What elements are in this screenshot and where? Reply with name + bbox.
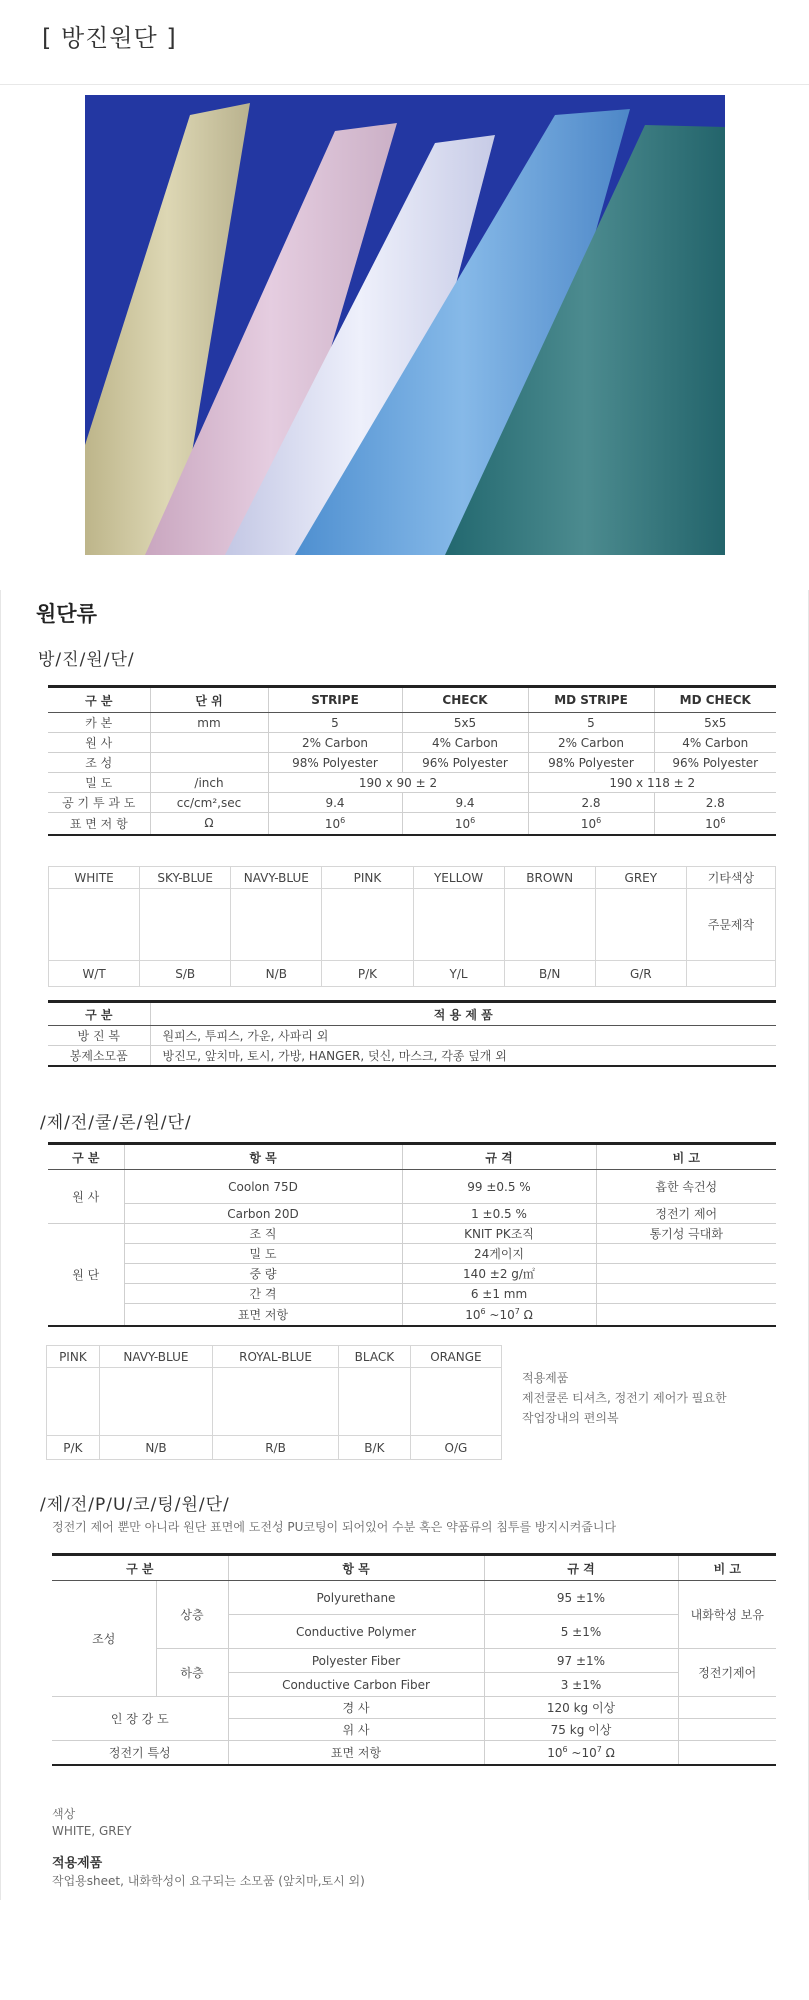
color-name: WHITE <box>49 867 140 889</box>
color-name: BROWN <box>504 867 595 889</box>
cell: 190 x 118 ± 2 <box>528 773 776 793</box>
cell: 190 x 90 ± 2 <box>268 773 528 793</box>
table-row <box>48 1204 776 1224</box>
color-name-row <box>47 1346 502 1368</box>
s3-usage-value: 작업용sheet, 내화학성이 요구되는 소모품 (앞치마,토시 외) <box>52 1874 365 1888</box>
cell: 2.8 <box>528 793 654 813</box>
cell: Polyester Fiber <box>228 1649 484 1673</box>
cell: 5 <box>528 713 654 733</box>
cell: 간 격 <box>124 1284 402 1304</box>
color-code: P/K <box>322 961 413 987</box>
group-label: 정전기 특성 <box>52 1741 228 1765</box>
s1-header: CHECK <box>402 687 528 713</box>
table-row <box>48 1046 776 1066</box>
cell: 4% Carbon <box>654 733 776 753</box>
row-label: 카 본 <box>48 713 150 733</box>
cell: $10^6$ <box>268 813 402 835</box>
cell: 2.8 <box>654 793 776 813</box>
s2-header: 항 목 <box>124 1144 402 1170</box>
row-unit <box>150 733 268 753</box>
cell: 1 ±0.5 % <box>402 1204 596 1224</box>
cell: $10^6$ $\sim 10^7$ Ω <box>484 1741 678 1765</box>
table-row <box>48 773 776 793</box>
cell: $10^6$ <box>402 813 528 835</box>
cell: Coolon 75D <box>124 1170 402 1204</box>
s1-usage-header-row <box>48 1002 776 1026</box>
table-row <box>48 733 776 753</box>
s2-header: 비 고 <box>596 1144 776 1170</box>
table-row <box>48 1244 776 1264</box>
color-code-row <box>47 1436 502 1460</box>
table-row <box>48 1304 776 1326</box>
cell: 6 ±1 mm <box>402 1284 596 1304</box>
cell: 97 ±1% <box>484 1649 678 1673</box>
color-code: P/K <box>47 1436 100 1460</box>
s3-header: 항 목 <box>228 1555 484 1581</box>
color-name: YELLOW <box>413 867 504 889</box>
color-code: B/K <box>338 1436 410 1460</box>
color-code: N/B <box>231 961 322 987</box>
cell: 3 ±1% <box>484 1673 678 1697</box>
cell: 중 량 <box>124 1264 402 1284</box>
s2-usage-line1: 제전쿨론 티셔츠, 정전기 제어가 필요한 <box>522 1391 727 1405</box>
s1-spec-table <box>48 685 776 836</box>
color-code: G/R <box>595 961 686 987</box>
table-row <box>48 793 776 813</box>
cell: 98% Polyester <box>268 753 402 773</box>
cell: 140 ±2 g/㎡ <box>402 1264 596 1284</box>
s1-usage-header: 적 용 제 품 <box>150 1002 776 1026</box>
table-row <box>48 1284 776 1304</box>
color-code: S/B <box>140 961 231 987</box>
s1-usage-header: 구 분 <box>48 1002 150 1026</box>
row-unit: mm <box>150 713 268 733</box>
row-label: 밀 도 <box>48 773 150 793</box>
row-unit: Ω <box>150 813 268 835</box>
s3-spec-table <box>52 1553 776 1766</box>
cell: Carbon 20D <box>124 1204 402 1224</box>
s1-header: MD CHECK <box>654 687 776 713</box>
s2-title: /제/전/쿨/론/원/단/ <box>40 1113 192 1133</box>
s3-header: 비 고 <box>678 1555 776 1581</box>
cell: 표면 저항 <box>124 1304 402 1326</box>
color-name: ROYAL-BLUE <box>213 1346 339 1368</box>
cell: 내화학성 보유 <box>678 1581 776 1649</box>
other-color-value: 주문제작 <box>686 889 775 961</box>
s1-header-row <box>48 687 776 713</box>
color-code: W/T <box>49 961 140 987</box>
s1-header: 구 분 <box>48 687 150 713</box>
page-title: [ 방진원단 ] <box>42 24 177 52</box>
s2-usage-note <box>522 1368 727 1428</box>
table-row <box>48 813 776 835</box>
cell <box>596 1284 776 1304</box>
cell: 2% Carbon <box>268 733 402 753</box>
s2-header: 규 격 <box>402 1144 596 1170</box>
row-label: 공 기 투 과 도 <box>48 793 150 813</box>
left-divider <box>0 590 1 1900</box>
s3-color-value: WHITE, GREY <box>52 1824 132 1838</box>
table-row <box>52 1741 776 1765</box>
cell <box>596 1264 776 1284</box>
cell: 밀 도 <box>124 1244 402 1264</box>
color-name: GREY <box>595 867 686 889</box>
table-row <box>52 1649 776 1673</box>
cell: KNIT PK조직 <box>402 1224 596 1244</box>
cell: 96% Polyester <box>654 753 776 773</box>
cell: 98% Polyester <box>528 753 654 773</box>
other-color-label: 기타색상 <box>686 867 775 889</box>
cell: $10^6$ $\sim 10^7$ Ω <box>402 1304 596 1326</box>
cell: 경 사 <box>228 1697 484 1719</box>
table-row <box>48 1170 776 1204</box>
group-label: 원 단 <box>48 1224 124 1326</box>
cell <box>596 1304 776 1326</box>
color-code: Y/L <box>413 961 504 987</box>
group-label: 인 장 강 도 <box>52 1697 228 1741</box>
color-name: BLACK <box>338 1346 410 1368</box>
color-code: N/B <box>99 1436 212 1460</box>
cell: $10^6$ <box>654 813 776 835</box>
s1-title: 방/진/원/단/ <box>38 650 135 670</box>
cell: 2% Carbon <box>528 733 654 753</box>
s3-usage-title: 적용제품 <box>52 1856 103 1871</box>
group-label: 조성 <box>52 1581 156 1697</box>
s1-header: MD STRIPE <box>528 687 654 713</box>
cell: 표면 저항 <box>228 1741 484 1765</box>
color-code-row <box>49 961 776 987</box>
s3-header: 구 분 <box>52 1555 228 1581</box>
s3-title: /제/전/P/U/코/팅/원/단/ <box>40 1495 230 1515</box>
s1-color-table <box>48 866 776 987</box>
cell: 정전기제어 <box>678 1649 776 1697</box>
color-name: NAVY-BLUE <box>99 1346 212 1368</box>
swatch-row <box>49 889 776 961</box>
group-label: 원 사 <box>48 1170 124 1224</box>
cell: 4% Carbon <box>402 733 528 753</box>
s1-usage-table <box>48 1000 776 1067</box>
cell: 흡한 속건성 <box>596 1170 776 1204</box>
s3-header: 규 격 <box>484 1555 678 1581</box>
color-name: PINK <box>322 867 413 889</box>
fabric-rolls-photo <box>85 95 725 555</box>
color-name: NAVY-BLUE <box>231 867 322 889</box>
section-title: 원단류 <box>36 602 97 626</box>
cell: 5 <box>268 713 402 733</box>
row-label: 봉제소모품 <box>48 1046 150 1066</box>
color-name: PINK <box>47 1346 100 1368</box>
cell: 통기성 극대화 <box>596 1224 776 1244</box>
table-row <box>48 753 776 773</box>
cell: 5x5 <box>402 713 528 733</box>
row-label: 원 사 <box>48 733 150 753</box>
row-label: 표 면 저 항 <box>48 813 150 835</box>
cell: 조 직 <box>124 1224 402 1244</box>
cell: 120 kg 이상 <box>484 1697 678 1719</box>
color-name: SKY-BLUE <box>140 867 231 889</box>
cell: 95 ±1% <box>484 1581 678 1615</box>
table-row <box>48 1026 776 1046</box>
color-code: R/B <box>213 1436 339 1460</box>
cell: 96% Polyester <box>402 753 528 773</box>
cell: 9.4 <box>402 793 528 813</box>
s2-spec-table <box>48 1142 776 1327</box>
row-label: 방 진 복 <box>48 1026 150 1046</box>
row-label: 조 성 <box>48 753 150 773</box>
cell: 5x5 <box>654 713 776 733</box>
cell: 5 ±1% <box>484 1615 678 1649</box>
row-unit: /inch <box>150 773 268 793</box>
cell: 위 사 <box>228 1719 484 1741</box>
s2-usage-title: 적용제품 <box>522 1371 569 1385</box>
swatch-row <box>47 1368 502 1436</box>
row-unit: cc/cm²,sec <box>150 793 268 813</box>
table-row <box>48 1264 776 1284</box>
s3-color-title: 색상 <box>52 1807 76 1821</box>
s1-header: 단 위 <box>150 687 268 713</box>
cell: 75 kg 이상 <box>484 1719 678 1741</box>
subgroup-label: 하층 <box>156 1649 228 1697</box>
cell: Conductive Carbon Fiber <box>228 1673 484 1697</box>
s3-header-row <box>52 1555 776 1581</box>
color-name: ORANGE <box>410 1346 501 1368</box>
table-row <box>52 1581 776 1615</box>
cell: 정전기 제어 <box>596 1204 776 1224</box>
cell: 원피스, 투피스, 가운, 사파리 외 <box>150 1026 776 1046</box>
cell <box>596 1244 776 1264</box>
color-code: O/G <box>410 1436 501 1460</box>
cell: $10^6$ <box>528 813 654 835</box>
s3-description: 정전기 제어 뿐만 아니라 원단 표면에 도전성 PU코팅이 되어있어 수분 혹은 약품류의 침투를 방지시켜줍니다 <box>52 1520 617 1534</box>
subgroup-label: 상층 <box>156 1581 228 1649</box>
row-unit <box>150 753 268 773</box>
cell: Polyurethane <box>228 1581 484 1615</box>
color-code: B/N <box>504 961 595 987</box>
cell: Conductive Polymer <box>228 1615 484 1649</box>
s2-color-table <box>46 1345 502 1460</box>
cell: 24게이지 <box>402 1244 596 1264</box>
s2-header: 구 분 <box>48 1144 124 1170</box>
s1-header: STRIPE <box>268 687 402 713</box>
color-name-row <box>49 867 776 889</box>
table-row <box>52 1697 776 1719</box>
s2-header-row <box>48 1144 776 1170</box>
table-row <box>48 713 776 733</box>
cell: 99 ±0.5 % <box>402 1170 596 1204</box>
table-row <box>48 1224 776 1244</box>
cell: 방진모, 앞치마, 토시, 가방, HANGER, 덧신, 마스크, 각종 덮개 외 <box>150 1046 776 1066</box>
s2-usage-line2: 작업장내의 편의복 <box>522 1411 619 1425</box>
cell: 9.4 <box>268 793 402 813</box>
